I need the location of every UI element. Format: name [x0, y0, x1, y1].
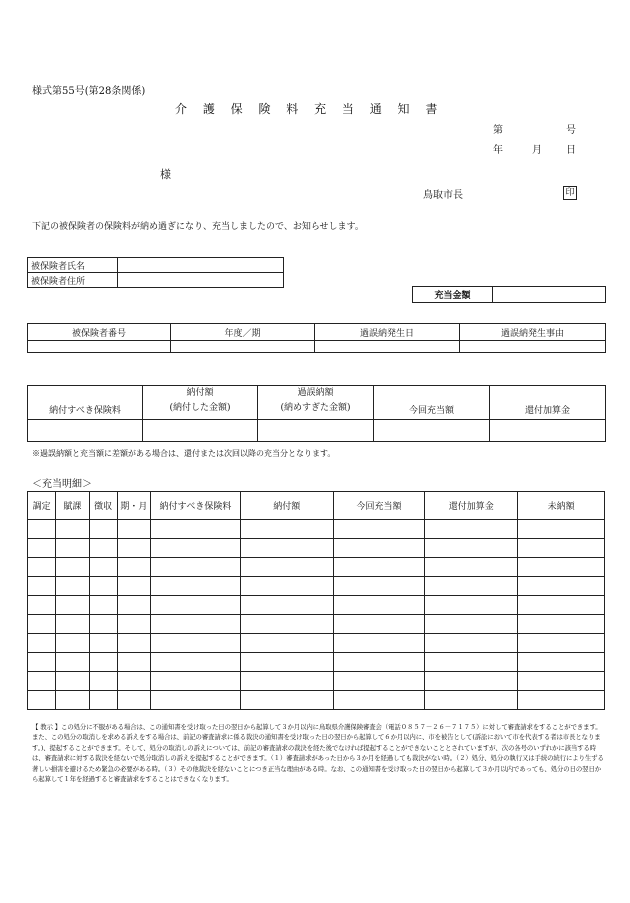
detail-cell[interactable]	[240, 615, 333, 634]
detail-cell[interactable]	[518, 596, 605, 615]
detail-cell[interactable]	[56, 577, 89, 596]
detail-row	[28, 577, 605, 596]
detail-cell[interactable]	[117, 634, 150, 653]
insured-address-value[interactable]	[118, 273, 284, 288]
amount-header-paid	[143, 386, 258, 420]
detail-cell[interactable]	[333, 634, 425, 653]
amount-cell[interactable]	[258, 420, 374, 442]
detail-cell[interactable]	[425, 634, 518, 653]
detail-header-assessment: 調定	[28, 492, 56, 520]
detail-header-unpaid: 未納額	[518, 492, 605, 520]
insured-name-value[interactable]	[118, 258, 284, 273]
detail-row	[28, 520, 605, 539]
info-header-number: 被保険者番号	[28, 324, 171, 341]
amount-header-overpaid-line2: (納めすぎた金額)	[280, 403, 351, 413]
detail-header-refund: 還付加算金	[425, 492, 518, 520]
detail-cell[interactable]	[425, 520, 518, 539]
detail-cell[interactable]	[240, 634, 333, 653]
detail-cell[interactable]	[518, 520, 605, 539]
detail-cell[interactable]	[117, 520, 150, 539]
detail-row	[28, 672, 605, 691]
detail-cell[interactable]	[56, 653, 89, 672]
seal-mark: 印	[563, 186, 577, 200]
detail-cell[interactable]	[56, 539, 89, 558]
detail-cell[interactable]	[56, 558, 89, 577]
insured-table	[27, 257, 284, 288]
detail-header-period: 期・月	[117, 492, 150, 520]
amount-table	[27, 385, 606, 442]
amount-cell[interactable]	[374, 420, 490, 442]
detail-cell[interactable]	[425, 558, 518, 577]
detail-cell[interactable]	[117, 577, 150, 596]
detail-cell[interactable]	[333, 520, 425, 539]
instruction-notice	[32, 722, 604, 784]
form-id: 様式第55号(第28条関係)	[32, 86, 146, 97]
detail-row	[28, 558, 605, 577]
detail-cell[interactable]	[425, 596, 518, 615]
detail-cell[interactable]	[28, 672, 56, 691]
detail-header-allocated: 今回充当額	[333, 492, 425, 520]
detail-cell[interactable]	[56, 672, 89, 691]
detail-cell[interactable]	[117, 615, 150, 634]
detail-cell[interactable]	[333, 672, 425, 691]
detail-row	[28, 634, 605, 653]
detail-cell[interactable]	[518, 634, 605, 653]
detail-cell[interactable]	[56, 615, 89, 634]
detail-cell[interactable]	[28, 596, 56, 615]
detail-cell[interactable]	[425, 615, 518, 634]
amount-cell[interactable]	[490, 420, 606, 442]
allocation-value[interactable]	[493, 287, 606, 303]
detail-cell[interactable]	[151, 577, 241, 596]
detail-cell[interactable]	[117, 653, 150, 672]
detail-cell[interactable]	[28, 653, 56, 672]
detail-cell[interactable]	[333, 558, 425, 577]
detail-cell[interactable]	[333, 691, 425, 710]
detail-cell[interactable]	[425, 691, 518, 710]
detail-row	[28, 653, 605, 672]
allocation-table	[412, 286, 606, 303]
detail-cell[interactable]	[28, 539, 56, 558]
detail-cell[interactable]	[89, 520, 117, 539]
detail-cell[interactable]	[518, 615, 605, 634]
notice-text: この処分に不服がある場合は、この通知書を受け取った日の翌日から起算して３か月以内に鳥取県介護保険審査会（電話０８５７－２６－７１７５）に対して審査請求をすることができます。また、この処分の取消しを求める訴えをする場合は、前記の審査請求に係る裁決の通知書を受け取った日の翌日から起算して６か月以内に、市を被告として(訴訟において市を代表する者は市長となります。)、提起することができます。そして、処分の取消しの訴えについては、前記の審査請求の裁決を経た後でなければ提起することができないこととされていますが、次の各号のいずれかに該当する時は、審査請求に対する裁決を経ないで処分取消しの訴えを提起することができます。（１）審査請求があった日から３か月を経過しても裁決がない時。（２）処分、処分の執行又は手続の続行により生ずる著しい損害を避けるため緊急の必要がある時。（３）その他裁決を経ないことにつき正当な理由がある時。なお、この通知書を受け取った日の翌日から起算して３か月以内であっても、処分の日の翌日から起算して１年を経過すると審査請求をすることはできなくなります。	[32, 723, 604, 784]
info-table	[27, 323, 606, 353]
amount-header-due	[28, 386, 143, 420]
detail-cell[interactable]	[117, 539, 150, 558]
detail-cell[interactable]	[151, 672, 241, 691]
detail-cell[interactable]	[151, 596, 241, 615]
amount-header-allocated-line2: 今回充当額	[408, 406, 454, 416]
detail-cell[interactable]	[518, 653, 605, 672]
detail-cell[interactable]	[151, 653, 241, 672]
detail-cell[interactable]	[240, 596, 333, 615]
allocation-label: 充当金額	[413, 287, 493, 303]
amount-header-refund-line2: 還付加算金	[524, 406, 570, 416]
detail-row	[28, 615, 605, 634]
difference-note: ※過誤納額と充当額に差額がある場合は、還付または次回以降の充当分となります。	[32, 449, 336, 458]
detail-cell[interactable]	[151, 520, 241, 539]
insured-address-label: 被保険者住所	[28, 273, 118, 288]
info-cell[interactable]	[460, 341, 606, 353]
detail-row	[28, 539, 605, 558]
detail-cell[interactable]	[518, 558, 605, 577]
amount-header-overpaid	[258, 386, 374, 420]
detail-cell[interactable]	[151, 539, 241, 558]
date-year: 年	[493, 145, 503, 156]
detail-cell[interactable]	[28, 558, 56, 577]
detail-cell[interactable]	[151, 615, 241, 634]
detail-cell[interactable]	[89, 672, 117, 691]
amount-header-paid-line2: (納付した金額)	[169, 403, 231, 413]
detail-cell[interactable]	[425, 539, 518, 558]
detail-cell[interactable]	[240, 672, 333, 691]
detail-cell[interactable]	[333, 539, 425, 558]
detail-cell[interactable]	[425, 653, 518, 672]
info-cell[interactable]	[28, 341, 171, 353]
detail-cell[interactable]	[240, 520, 333, 539]
detail-header-due: 納付すべき保険料	[151, 492, 241, 520]
date-day: 日	[566, 145, 576, 156]
detail-cell[interactable]	[518, 539, 605, 558]
date-month: 月	[532, 145, 542, 156]
detail-cell[interactable]	[117, 596, 150, 615]
page-title: 介 護 保 険 料 充 当 通 知 書	[175, 102, 444, 116]
detail-cell[interactable]	[28, 691, 56, 710]
amount-header-overpaid-line1: 過誤納額	[297, 388, 334, 398]
detail-cell[interactable]	[28, 520, 56, 539]
detail-cell[interactable]	[240, 653, 333, 672]
detail-cell[interactable]	[240, 577, 333, 596]
info-header-date: 過誤納発生日	[315, 324, 460, 341]
detail-header-paid: 納付額	[240, 492, 333, 520]
intro-text: 下記の被保険者の保険料が納め過ぎになり、充当しましたので、お知らせします。	[32, 222, 364, 232]
detail-cell[interactable]	[240, 539, 333, 558]
detail-cell[interactable]	[151, 558, 241, 577]
detail-cell[interactable]	[333, 615, 425, 634]
detail-cell[interactable]	[151, 634, 241, 653]
detail-cell[interactable]	[28, 634, 56, 653]
detail-cell[interactable]	[425, 672, 518, 691]
detail-cell[interactable]	[89, 634, 117, 653]
detail-cell[interactable]	[333, 596, 425, 615]
detail-cell[interactable]	[56, 520, 89, 539]
amount-cell[interactable]	[143, 420, 258, 442]
detail-cell[interactable]	[89, 691, 117, 710]
amount-header-paid-line1: 納付額	[186, 388, 214, 398]
detail-cell[interactable]	[28, 577, 56, 596]
detail-header-collection: 徴収	[89, 492, 117, 520]
detail-cell[interactable]	[518, 672, 605, 691]
detail-table	[27, 491, 605, 710]
amount-header-due-line2: 納付すべき保険料	[49, 406, 121, 416]
amount-cell[interactable]	[28, 420, 143, 442]
detail-row	[28, 596, 605, 615]
insured-name-label: 被保険者氏名	[28, 258, 118, 273]
detail-cell[interactable]	[518, 691, 605, 710]
detail-cell[interactable]	[117, 672, 150, 691]
number-prefix: 第	[493, 125, 503, 136]
detail-cell[interactable]	[425, 577, 518, 596]
amount-header-refund	[490, 386, 606, 420]
detail-cell[interactable]	[89, 577, 117, 596]
addressee-suffix: 様	[160, 168, 171, 181]
detail-cell[interactable]	[240, 558, 333, 577]
detail-cell[interactable]	[89, 615, 117, 634]
detail-cell[interactable]	[56, 691, 89, 710]
detail-cell[interactable]	[89, 653, 117, 672]
notice-label: 【 教示 】	[32, 723, 62, 731]
info-cell[interactable]	[171, 341, 315, 353]
detail-cell[interactable]	[28, 615, 56, 634]
detail-cell[interactable]	[333, 577, 425, 596]
detail-cell[interactable]	[518, 577, 605, 596]
info-cell[interactable]	[315, 341, 460, 353]
detail-row	[28, 691, 605, 710]
number-suffix: 号	[566, 125, 576, 136]
detail-header-levy: 賦課	[56, 492, 89, 520]
detail-cell[interactable]	[151, 691, 241, 710]
detail-cell[interactable]	[240, 691, 333, 710]
detail-cell[interactable]	[89, 539, 117, 558]
info-header-reason: 過誤納発生事由	[460, 324, 606, 341]
detail-cell[interactable]	[89, 596, 117, 615]
detail-cell[interactable]	[117, 691, 150, 710]
detail-cell[interactable]	[333, 653, 425, 672]
info-header-period: 年度／期	[171, 324, 315, 341]
issuer: 鳥取市長	[423, 190, 463, 201]
detail-cell[interactable]	[89, 558, 117, 577]
detail-cell[interactable]	[117, 558, 150, 577]
detail-cell[interactable]	[56, 596, 89, 615]
detail-cell[interactable]	[56, 634, 89, 653]
detail-title: ＜充当明細＞	[32, 479, 92, 490]
amount-header-allocated	[374, 386, 490, 420]
